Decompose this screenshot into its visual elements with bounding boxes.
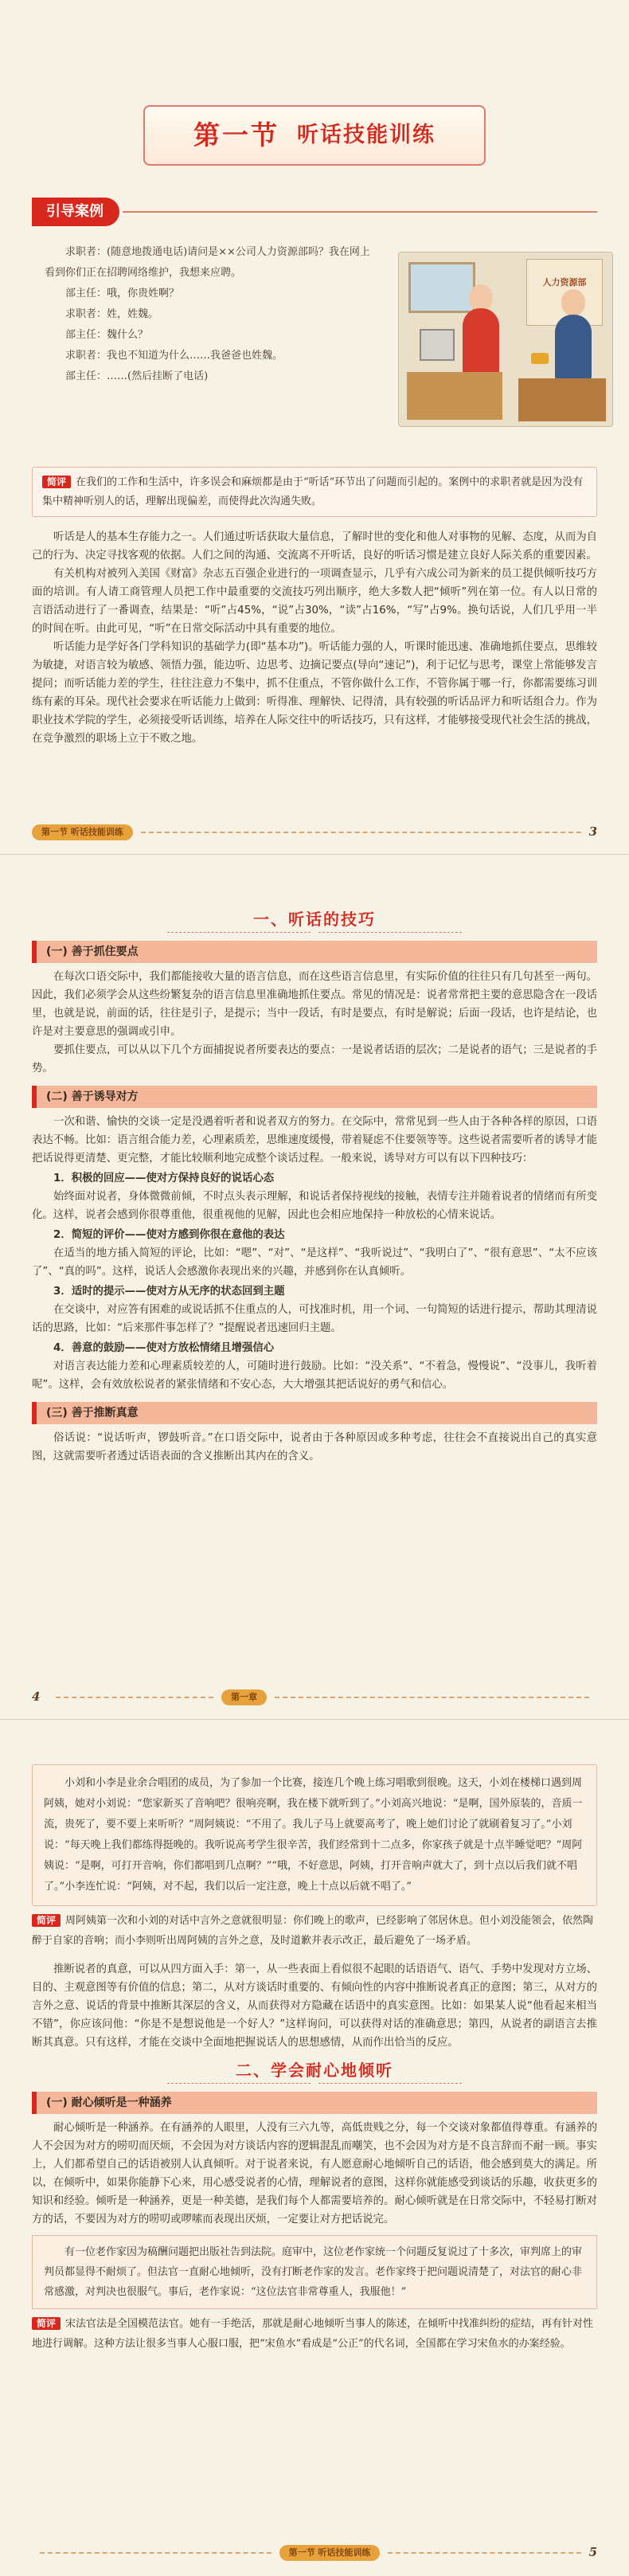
comment	[32, 1906, 597, 1955]
paragraph: 听话能力是学好各门学科知识的基础学力(即“基本功”)。听话能力强的人，听课时能迅速、准确地抓住要点，思维较为敏捷，对语言较为敏感、领悟力强，能边听、边思考、边摘记要点(导向“速记”)，利于记忆与思考，课堂上常能够发言提问；而听话能力差的学生，往往注意力不集中，抓不住重点，不管你做什么工作，不管你属于哪一行，你都需要练习训练有素的耳朵。现代社会要求在听话能力上做到：听得准、理解快、记得清，具有较强的听话品评力和听话组合力。作为职业技术学院的学生，必须接受听话训练，培养在人际交往中的听话技巧，只有这样，才能够接受现代社会生活的挑战，在竞争激烈的职场上立于不败之地。	[32, 641, 597, 745]
subsection-heading: (二) 善于诱导对方	[32, 1086, 597, 1108]
story-box	[32, 1764, 597, 1906]
dialogue-line: 求职者：姓，姓魏。	[65, 308, 159, 320]
paragraph: 耐心倾听是一种涵养。在有涵养的人眼里，人没有三六九等，高低贵贱之分，每一个交谈对象都值得尊重。有涵养的人不会因为对方的唠叨而厌烦，不会因为对方谈话内容的逻辑混乱而嘲笑，也不会因为对方是不良言辞而不耐一顾。事实上，人们都希望自己的话语被别人认真倾听。对于说者来说，有人愿意耐心地倾听自己的话语，他会感到莫大的满足。所以，在倾听中，如果你能静下心来，用心感受说者的心情，理解说者的意图，这样你就能感受到谈话的乐趣，收获更多的知识和经验。倾听是一种涵养，更是一种美德，是我们每个人都需要培养的。耐心倾听就是在日常交际中，不轻易打断对方的话，不要因为对方的唠叨或啰嗦而表现出厌烦，一定要让对方把话说完。	[32, 2122, 597, 2226]
page-footer	[32, 2543, 597, 2562]
footer-tag: 第一章	[221, 1689, 267, 1705]
dialogue-line: 部主任：哦，你贵姓啊？	[65, 288, 180, 299]
paragraph: 在每次口语交际中，我们都能接收大量的语言信息，而在这些语言信息里，有实际价值的往往只有几句甚至一两句。因此，我们必须学会从这些纷繁复杂的语言信息里准确地抓住要点。常见的情况是：说者常常把主要的意思隐含在一段话里，也就是说，前面的话，往往是引子，是提示；当中一段话，有时是要点，有时是解说；后面一段话，也许是结论，也许是对主要意思的强调或引申。	[32, 971, 597, 1038]
page-2	[0, 854, 629, 1719]
case-box	[32, 2235, 597, 2309]
comment-text: 在我们的工作和生活中，许多误会和麻烦都是由于“听话”环节出了问题而引起的。案例中的求职者就是因为没有集中精神听别人的话，理解出现偏差，而使得此次沟通失败。	[42, 476, 584, 507]
page-number: 4	[32, 1689, 41, 1704]
intro-case-header	[32, 198, 597, 226]
comment-text: 宋法官法是全国模范法官。她有一手绝活，那就是耐心地倾听当事人的陈述，在倾听中找准纠纷的症结，再有针对性地进行调解。这种方法让很多当事人心服口服，把“宋鱼水”看成是“公正”的代名词，全国都在学习宋鱼水的办案经验。	[32, 2318, 594, 2350]
comment-tag: 简评	[42, 476, 71, 488]
technique-heading: 1．积极的回应——使对方保持良好的说话心态	[53, 1173, 275, 1184]
page-footer	[32, 1688, 597, 1706]
paragraph: 听话是人的基本生存能力之一。人们通过听话获取大量信息，了解时世的变化和他人对事物的见解、态度，从而为自己的行为、决定寻找客观的依据。人们之间的沟通、交流离不开听话，良好的听话习惯是建立良好人际关系的重要因素。	[32, 531, 597, 562]
section-heading: 二、学会耐心地倾听	[236, 2061, 393, 2080]
technique-heading: 3．适时的提示——使对方从无序的状态回到主题	[53, 1286, 285, 1298]
paragraph: 俗话说：“说话听声，锣鼓听音。”在口语交际中，说者由于各种原因或多种考虑，往往会不直接说出自己的真实意图，这就需要听者透过话语表面的含义推断出其内在的含义。	[32, 1432, 597, 1462]
dialogue-line: 部主任：魏什么？	[65, 329, 149, 341]
paragraph: 对语言表达能力差和心理素质较差的人，可随时进行鼓励。比如：“没关系”、“不着急，慢慢说”、“没事儿，我听着呢”。这样，会有效放松说者的紧张情绪和不安心态，大大增强其把话说好的勇气和信心。	[32, 1360, 597, 1391]
page-number: 3	[588, 824, 597, 839]
section-heading: 一、听话的技巧	[253, 910, 376, 929]
paragraph: 要抓住要点，可以从以下几个方面捕捉说者所要表达的要点：一是说者话语的层次；二是说者的语气；三是说者的手势。	[32, 1044, 597, 1075]
story-text: 小刘和小李是业余合唱团的成员，为了参加一个比赛，接连几个晚上练习唱歌到很晚。这天，小刘在楼梯口遇到周阿姨，她对小刘说：“您家新买了音响吧？很响亮啊，我在楼下就听到了。”小刘高兴地说：“是啊，国外原装的，音质一流，贵死了，要不要上来听听？”周阿姨说：“不用了。我儿子马上就要高考了，晚上她们讨论了就刷着复习了。”小刘说：“每天晚上我们都练得挺晚的。我听说高考学生很辛苦，我们经常到十二点多，你家孩子就是十点半睡觉吧？”周阿姨说：“是啊，可打开音响，你们都唱到几点啊？”“哦，不好意思，阿姨，打开音响声就大了，到十点以后我们就不唱了。”小李连忙说：“阿姨，对不起，我们以后一定注意，晚上十点以后就不唱了。”	[44, 1777, 583, 1893]
section-title: 听话技能训练	[297, 123, 436, 147]
paragraph: 始终面对说者，身体微微前倾，不时点头表示理解，和说话者保持视线的接触，表情专注并随着说者的情绪而有所变化。这样，说者会感到你很尊重他，很重视他的见解，因此也会相应地保持一种放松的心情来说话。	[32, 1191, 597, 1221]
footer-tag: 第一节 听话技能训练	[32, 824, 133, 840]
technique-heading: 4．善意的鼓励——使对方放松情绪且增强信心	[53, 1342, 275, 1354]
dialogue-line: 求职者：我也不知道为什么……我爸爸也姓魏。	[65, 350, 283, 362]
office-illustration	[398, 252, 613, 427]
body-text	[32, 528, 597, 748]
page-number: 5	[588, 2545, 597, 2559]
paragraph: 一次和谐、愉快的交谈一定是没遇着听者和说者双方的努力。在交际中，常常见到一些人由于各种各样的原因，口语表达不畅。比如：语言组合能力差，心理素质差，思维速度缓慢，带着疑虑不住要领等等。这些说者需要听者的诱导才能把话说得更清楚、更完整，才能比较顺利地完成整个谈话过程。一般来说，诱导对方可以有以下四种技巧：	[32, 1116, 597, 1165]
intro-case-tag: 引导案例	[32, 198, 119, 226]
dialogue-line: 部主任：……(然后挂断了电话)	[65, 370, 209, 382]
section-title-box	[143, 105, 486, 166]
subsection-heading: (一) 善于抓住要点	[32, 941, 597, 963]
comment-tag: 简评	[32, 2317, 61, 2330]
phone-icon	[531, 353, 549, 364]
paragraph: 推断说者的真意，可以从四方面入手：第一，从一些表面上看似很不起眼的话语语气、语气、手势中发现对方立场、目的、主观意图等有价值的信息；第二，从对方谈话时重要的、有倾向性的内容中推断说者真正的意图；第三，从对方的言外之意、说话的背景中推断其深层的含义，从而获得对方隐藏在话语中的真实意图。比如：如果某人说“他看起来相当不错”，你应该问他：“你是不是想说他是一个好人？”这样询问，可以获得对话的准确意思；第四，从说者的副语言去推断其真意。只有这样，才能在交谈中全面地把握说话人的思想感情，从而作出恰当的反应。	[32, 1963, 597, 2049]
intro-case	[32, 233, 597, 472]
comment-tag: 简评	[32, 1914, 61, 1927]
comment	[32, 2309, 597, 2359]
illustration-sign: 人力资源部	[542, 277, 587, 288]
subsection-heading: (三) 善于推断真意	[32, 1402, 597, 1424]
subsection-heading: (一) 耐心倾听是一种涵养	[32, 2092, 597, 2114]
footer-tag: 第一节 听话技能训练	[279, 2545, 381, 2561]
divider	[123, 211, 597, 213]
comment-box	[32, 467, 597, 517]
paragraph: 在交谈中，对应答有困难的或说话抓不住重点的人，可找准时机，用一个词、一句简短的话进行提示，帮助其理清说话的思路，比如：“后来那件事怎样了？”提醒说者迅速回归主题。	[32, 1304, 597, 1334]
comment-text: 周阿姨第一次和小刘的对话中言外之意就很明显：你们晚上的歌声，已经影响了邻居休息。但小刘没能领会，依然陶醉于自家的音响；而小李则听出周阿姨的言外之意，及时道歉并表示改正，最后避免了一场矛盾。	[32, 1915, 594, 1947]
page-1	[0, 0, 629, 854]
case-text: 有一位老作家因为稿酬问题把出版社告到法院。庭审中，这位老作家统一个问题反复说过了十多次，审判席上的审判员都显得不耐烦了。但法官一直耐心地倾听，没有打断老作家的发言。老作家终于把问题说清楚了，对法官的耐心非常感激，对判决也很服气。事后，老作家说：“这位法官非常尊重人，我服他！”	[44, 2246, 583, 2298]
page-3	[0, 1719, 629, 2576]
technique-heading: 2．简短的评价——使对方感到你很在意他的表达	[53, 1229, 285, 1241]
page-footer	[32, 823, 597, 841]
paragraph: 有关机构对被列入美国《财富》杂志五百强企业进行的一项调查显示，几乎有六成公司为新来的员工提供倾听技巧方面的培训。有人请工商管理人员把工作中最重要的交流技巧列出顺序，绝大多数人把“倾听”列在第一位。有人以日常的言语活动进行了一番调查，结果是：“听”占45%，“说”占30%，“读”占16%，“写”占9%。换句话说，人们几乎用一半的时间在听。由此可见，“听”在日常交际活动中具有重要的地位。	[32, 568, 597, 635]
section-number: 第一节	[193, 119, 279, 151]
paragraph: 在适当的地方插入简短的评论，比如：“嗯”、“对”、“是这样”、“我听说过”、“我明白了”、“很有意思”、“太不应该了”、“真的吗”。这样，说话人会感激你表现出来的兴趣，并感到你在认真倾听。	[32, 1247, 597, 1278]
dialogue	[45, 242, 379, 387]
dialogue-line: 求职者：(随意地拨通电话)请问是××公司人力资源部吗？我在网上看到你们正在招聘网络维护，我想来应聘。	[45, 246, 370, 279]
